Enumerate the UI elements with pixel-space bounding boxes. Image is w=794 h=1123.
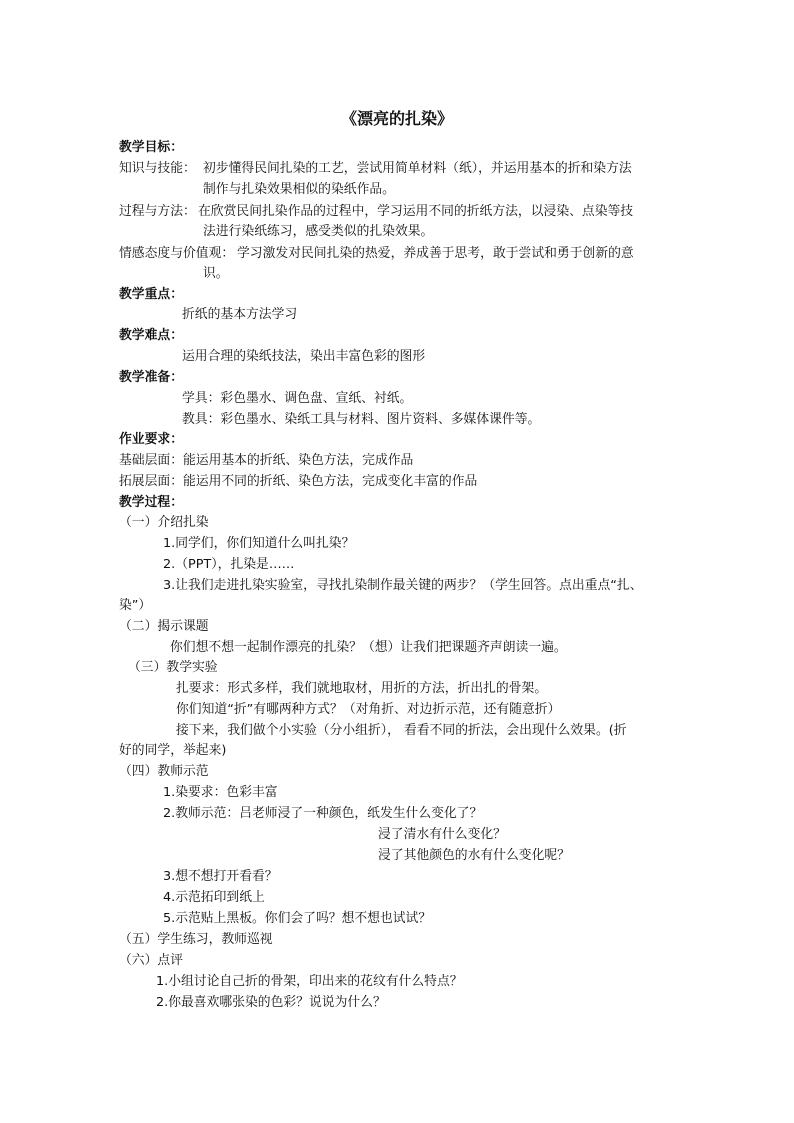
difficulty-text: 运用合理的染纸技法，染出丰富色彩的图形: [182, 349, 426, 364]
section-1-item-1: 1.同学们，你们知道什么叫扎染？: [163, 536, 355, 551]
section-6-item-1: 1.小组讨论自己折的骨架，印出来的花纹有什么特点？: [156, 974, 463, 989]
procedure-heading: 教学过程：: [119, 495, 183, 510]
section-2-title: （二）揭示课题: [119, 619, 209, 634]
objectives-heading: 教学目标：: [119, 140, 183, 155]
process-text-2: 法进行染纸练习，感受类似的扎染效果。: [203, 224, 434, 239]
section-3-text-3: 接下来，我们做个小实验（分小组折）， 看看不同的折法，会出现什么效果。(折: [176, 723, 627, 738]
preparation-teacher: 教具：彩色墨水、染纸工具与材料、图片资料、多媒体课件等。: [182, 412, 541, 427]
section-4-item-3: 3.想不想打开看看？: [163, 869, 278, 884]
key-point-text: 折纸的基本方法学习: [182, 307, 298, 322]
section-4-item-5: 5.示范贴上黑板。你们会了吗？想不想也试试？: [163, 911, 432, 926]
knowledge-text-1: 初步懂得民间扎染的工艺，尝试用简单材料（纸），并运用基本的折和染方法: [203, 161, 632, 176]
preparation-student: 学具：彩色墨水、调色盘、宣纸、衬纸。: [182, 391, 413, 406]
section-1-item-2: 2.（PPT），扎染是……: [163, 557, 295, 572]
knowledge-label: 知识与技能：: [119, 161, 196, 176]
section-4-item-4: 4.示范拓印到纸上: [163, 890, 265, 905]
section-4-item-2-sub-2: 浸了其他颜色的水有什么变化呢？: [378, 848, 570, 863]
homework-extended: 拓展层面：能运用不同的折纸、染色方法，完成变化丰富的作品: [119, 474, 478, 489]
section-3-title: （三）教学实验: [128, 660, 218, 675]
emotion-label: 情感态度与价值观：: [119, 246, 235, 261]
section-1-title: （一）介绍扎染: [119, 515, 209, 530]
difficulty-heading: 教学难点：: [119, 328, 183, 343]
process-label: 过程与方法：: [119, 204, 196, 219]
section-1-item-3-cont: 染”）: [119, 598, 152, 613]
section-6-item-2: 2.你最喜欢哪张染的色彩？说说为什么？: [156, 995, 386, 1010]
preparation-heading: 教学准备：: [119, 370, 183, 385]
document-title: 《漂亮的扎染》: [340, 109, 453, 128]
emotion-text-1: 学习激发对民间扎染的热爱，养成善于思考，敢于尝试和勇于创新的意: [237, 246, 634, 261]
section-4-item-1: 1.染要求：色彩丰富: [163, 785, 278, 800]
section-4-title: （四）教师示范: [119, 764, 209, 779]
section-3-text-3-cont: 好的同学，举起来): [119, 743, 227, 758]
key-point-heading: 教学重点：: [119, 287, 183, 302]
section-4-item-2: 2.教师示范：吕老师浸了一种颜色，纸发生什么变化了？: [163, 806, 483, 821]
section-5-title: （五）学生练习，教师巡视: [119, 932, 273, 947]
section-2-text: 你们想不想一起制作漂亮的扎染？（想）让我们把课题齐声朗读一遍。: [170, 640, 567, 655]
section-4-item-2-sub-1: 浸了清水有什么变化？: [378, 827, 506, 842]
process-text-1: 在欣赏民间扎染作品的过程中，学习运用不同的折纸方法，以浸染、点染等技: [198, 204, 634, 219]
section-3-text-2: 你们知道“折”有哪两种方式？（对角折、对边折示范，还有随意折）: [176, 702, 561, 717]
homework-heading: 作业要求：: [119, 432, 183, 447]
section-3-text-1: 扎要求：形式多样，我们就地取材，用折的方法，折出扎的骨架。: [176, 681, 548, 696]
section-1-item-3: 3.让我们走进扎染实验室，寻找扎染制作最关键的两步？（学生回答。点出重点“扎、: [163, 578, 643, 593]
homework-basic: 基础层面：能运用基本的折纸、染色方法，完成作品: [119, 453, 414, 468]
knowledge-text-2: 制作与扎染效果相似的染纸作品。: [203, 182, 395, 197]
section-6-title: （六）点评: [119, 953, 183, 968]
emotion-text-2: 识。: [203, 266, 229, 281]
